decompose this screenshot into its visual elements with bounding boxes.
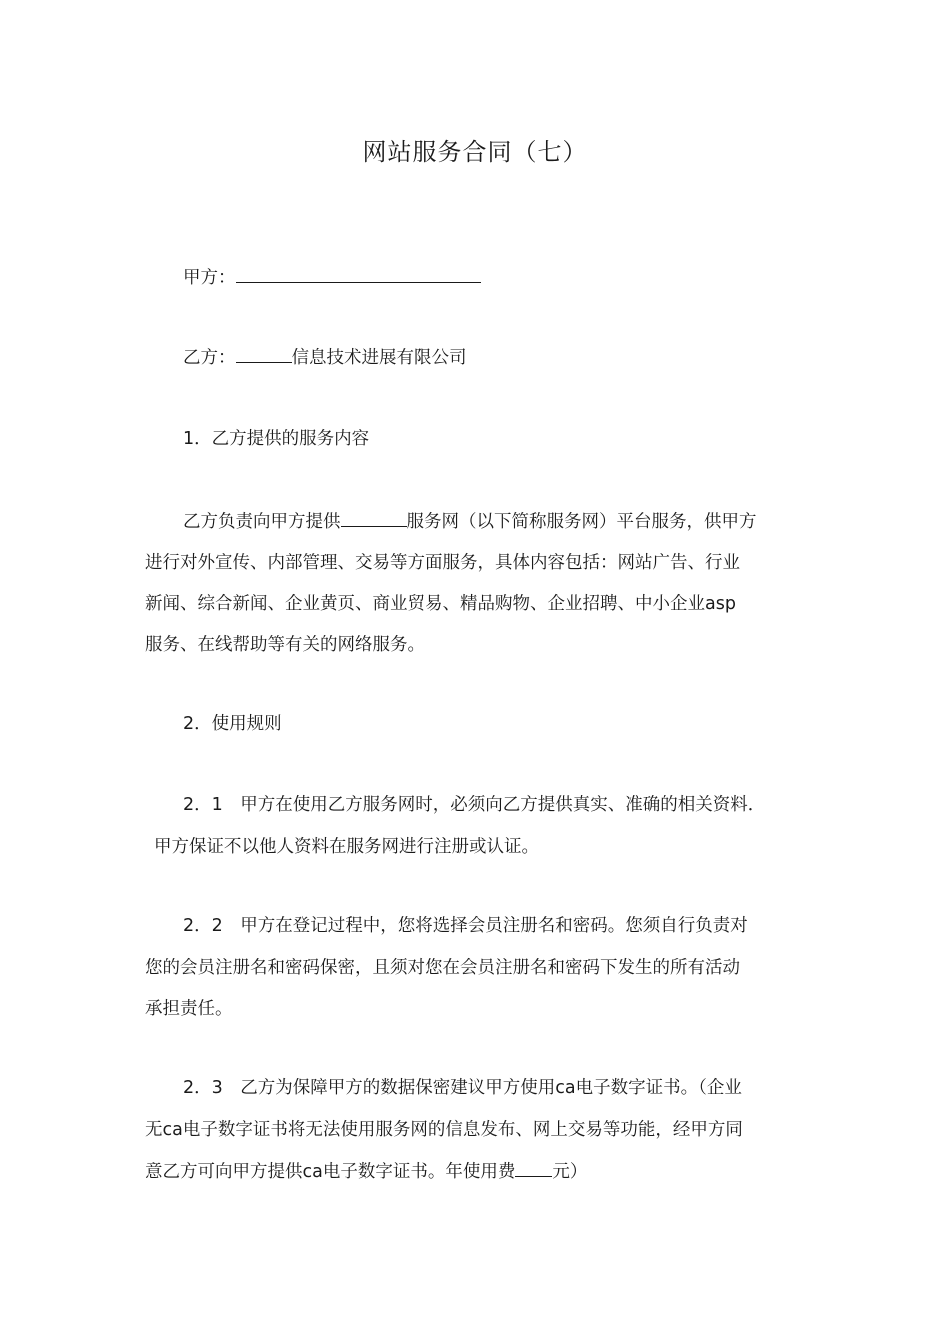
clause-2-3-line-3 <box>145 1158 587 1185</box>
annual-fee-blank <box>515 1158 552 1177</box>
service-name-blank <box>341 508 407 527</box>
party-b-label: 乙方： <box>183 348 236 368</box>
clause-2-3-line-3-prefix: 意乙方可向甲方提供ca电子数字证书。年使用费 <box>145 1162 516 1182</box>
section-1-heading: 1．乙方提供的服务内容 <box>183 429 370 449</box>
clause-2-1-line-2: 甲方保证不以他人资料在服务网进行注册或认证。 <box>154 837 539 857</box>
section-1-line-1-prefix: 乙方负责向甲方提供 <box>183 512 341 532</box>
party-b-blank <box>236 344 292 363</box>
clause-2-1-line-1: 2．1 甲方在使用乙方服务网时，必须向乙方提供真实、准确的相关资料． <box>183 795 766 815</box>
section-2-heading: 2．使用规则 <box>183 714 282 734</box>
section-1-line-1 <box>183 508 757 535</box>
clause-2-2-line-2: 您的会员注册名和密码保密，且须对您在会员注册名和密码下发生的所有活动 <box>145 958 740 978</box>
party-b-line <box>183 344 467 371</box>
clause-2-2-line-1: 2．2 甲方在登记过程中，您将选择会员注册名和密码。您须自行负责对 <box>183 916 748 936</box>
party-a-line <box>183 264 481 291</box>
party-a-label: 甲方： <box>183 268 236 288</box>
clause-2-3-line-3-suffix: 元） <box>552 1162 588 1182</box>
section-1-line-4: 服务、在线帮助等有关的网络服务。 <box>145 635 425 655</box>
clause-2-3-line-1: 2．3 乙方为保障甲方的数据保密建议甲方使用ca电子数字证书。（企业 <box>183 1078 742 1098</box>
party-a-blank <box>236 264 481 283</box>
party-b-name: 信息技术进展有限公司 <box>291 348 467 368</box>
clause-2-2-line-3: 承担责任。 <box>145 999 233 1019</box>
section-1-line-3: 新闻、综合新闻、企业黄页、商业贸易、精品购物、企业招聘、中小企业asp <box>145 594 736 614</box>
clause-2-3-line-2: 无ca电子数字证书将无法使用服务网的信息发布、网上交易等功能，经甲方同 <box>145 1120 743 1140</box>
document-title: 网站服务合同（七） <box>362 138 588 166</box>
section-1-line-1-text: 服务网（以下简称服务网）平台服务，供甲方 <box>406 512 757 532</box>
section-1-line-2: 进行对外宣传、内部管理、交易等方面服务，具体内容包括：网站广告、行业 <box>145 553 740 573</box>
